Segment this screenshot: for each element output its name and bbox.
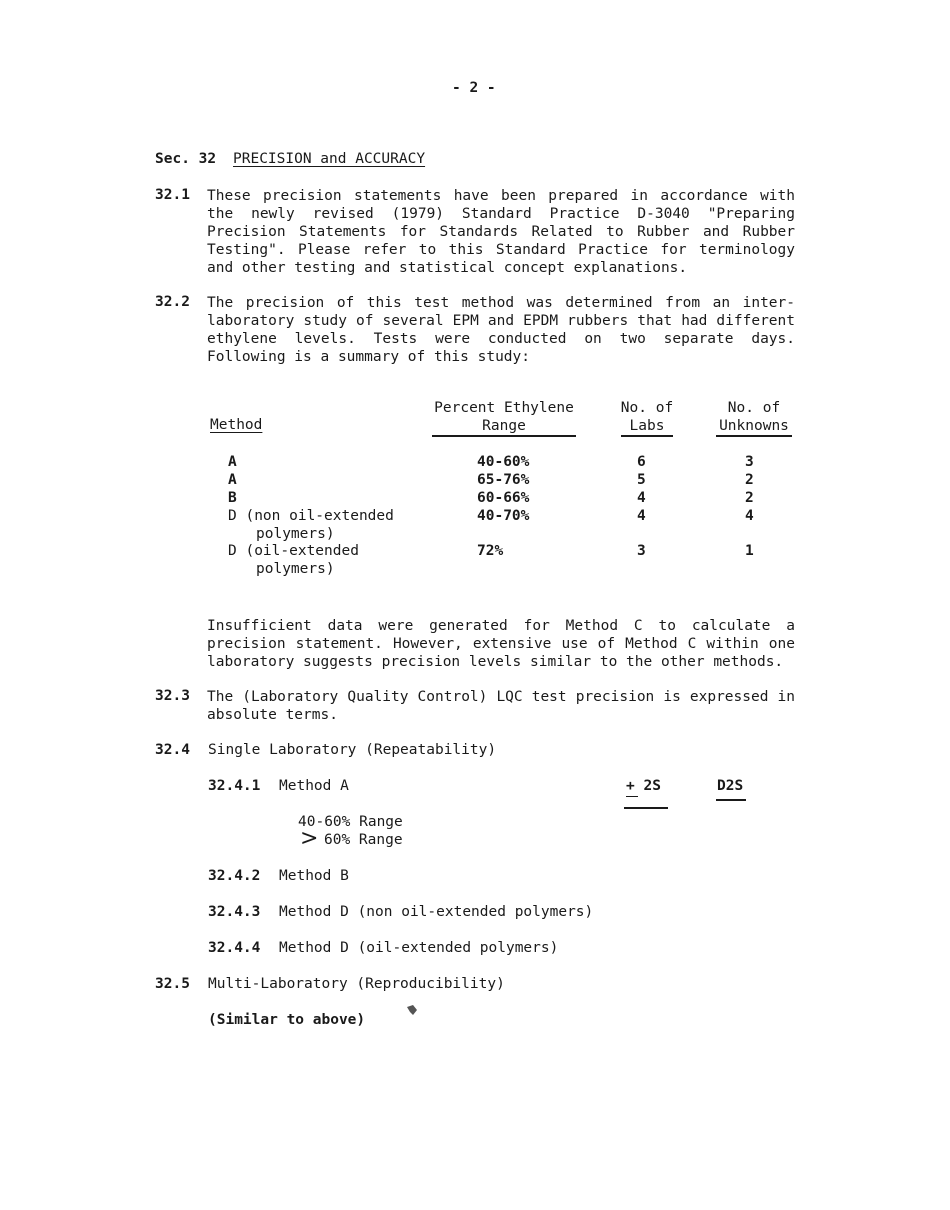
paragraph-number-32-1: 32.1: [155, 187, 190, 203]
table-row-2-range: 65-76%: [477, 472, 530, 488]
header-labs-rule: [621, 435, 673, 437]
header-range-line1: Percent Ethylene: [434, 400, 574, 416]
table-row-5-labs: 3: [637, 543, 646, 559]
header-unknowns-rule: [716, 435, 792, 437]
section-32-5-title: Multi-Laboratory (Reproducibility): [208, 976, 505, 992]
subsection-title-32-4-2: Method B: [279, 868, 349, 884]
subsection-number-32-4-4: 32.4.4: [208, 940, 261, 956]
insufficient-data-note: Insufficient data were generated for Method C to calculate a precision statement. However, extensive use of Method C within one laboratory suggests precision levels similar to the other methods.: [207, 618, 795, 670]
table-row-4-range: 40-70%: [477, 508, 530, 524]
method-a-range-2: 60% Range: [324, 832, 403, 848]
plus-minus-underline: [626, 796, 638, 797]
table-row-5-unknowns: 1: [745, 543, 754, 559]
header-unknowns-line2: Unknowns: [719, 418, 789, 434]
table-row-5-range: 72%: [477, 543, 504, 559]
table-row-2-unknowns: 2: [745, 472, 754, 488]
section-32-5-note: (Similar to above): [208, 1012, 366, 1028]
method-a-range-1: 40-60% Range: [298, 814, 403, 830]
paragraph-32-3: The (Laboratory Quality Control) LQC test precision is expressed in absolute terms.: [207, 689, 795, 723]
greater-than-symbol: >: [300, 826, 319, 851]
table-row-2-method: A: [228, 472, 237, 488]
page-number: - 2 -: [452, 80, 496, 96]
subsection-number-32-4-2: 32.4.2: [208, 868, 261, 884]
table-row-1-method: A: [228, 454, 237, 470]
table-row-4-method-line2: polymers): [256, 526, 335, 542]
table-row-3-labs: 4: [637, 490, 646, 506]
table-row-4-labs: 4: [637, 508, 646, 524]
table-row-4-unknowns: 4: [745, 508, 754, 524]
paragraph-number-32-2: 32.2: [155, 294, 190, 310]
table-row-5-method: D (oil-extended: [228, 543, 359, 559]
column-header-plus-minus-2s: + 2S: [626, 778, 661, 794]
table-row-4-method: D (non oil-extended: [228, 508, 394, 524]
table-row-3-unknowns: 2: [745, 490, 754, 506]
table-row-1-range: 40-60%: [477, 454, 530, 470]
header-labs-line1: No. of: [620, 400, 674, 416]
header-unknowns-line1: No. of: [727, 400, 781, 416]
paragraph-number-32-4: 32.4: [155, 742, 190, 758]
table-row-3-method: B: [228, 490, 237, 506]
table-row-1-labs: 6: [637, 454, 646, 470]
section-title: PRECISION and ACCURACY: [233, 151, 426, 167]
paragraph-32-1: These precision statements have been prepared in accordance with the newly revised (1979) Standard Practice D-3040 "Preparing Precision Statements for Standards Related to Rubber and Rubber Testing". Please refer to this Standard Practice for terminology and other testing and statistical concept explanations.: [207, 188, 795, 276]
subsection-title-32-4-4: Method D (oil-extended polymers): [279, 940, 559, 956]
plus-minus-2s-rule: [624, 807, 668, 809]
table-row-3-range: 60-66%: [477, 490, 530, 506]
header-labs-line2: Labs: [629, 418, 665, 434]
table-row-5-method-line2: polymers): [256, 561, 335, 577]
subsection-title-32-4-1: Method A: [279, 778, 349, 794]
header-method: Method: [210, 417, 263, 433]
paragraph-32-2: The precision of this test method was determined from an inter-laboratory study of several EPM and EPDM rubbers that had different ethylene levels. Tests were conducted on two separate days. Following is a summary of this study:: [207, 295, 795, 365]
section-label: Sec. 32: [155, 151, 217, 167]
paragraph-number-32-3: 32.3: [155, 688, 190, 704]
header-range-line2: Range: [482, 418, 526, 434]
table-row-1-unknowns: 3: [745, 454, 754, 470]
section-32-4-title: Single Laboratory (Repeatability): [208, 742, 497, 758]
d2s-rule: [716, 799, 746, 801]
subsection-title-32-4-3: Method D (non oil-extended polymers): [279, 904, 594, 920]
header-range-rule: [432, 435, 576, 437]
scan-mark-icon: [405, 1003, 419, 1017]
column-header-d2s: D2S: [717, 778, 744, 794]
subsection-number-32-4-1: 32.4.1: [208, 778, 261, 794]
paragraph-number-32-5: 32.5: [155, 976, 190, 992]
table-row-2-labs: 5: [637, 472, 646, 488]
subsection-number-32-4-3: 32.4.3: [208, 904, 261, 920]
